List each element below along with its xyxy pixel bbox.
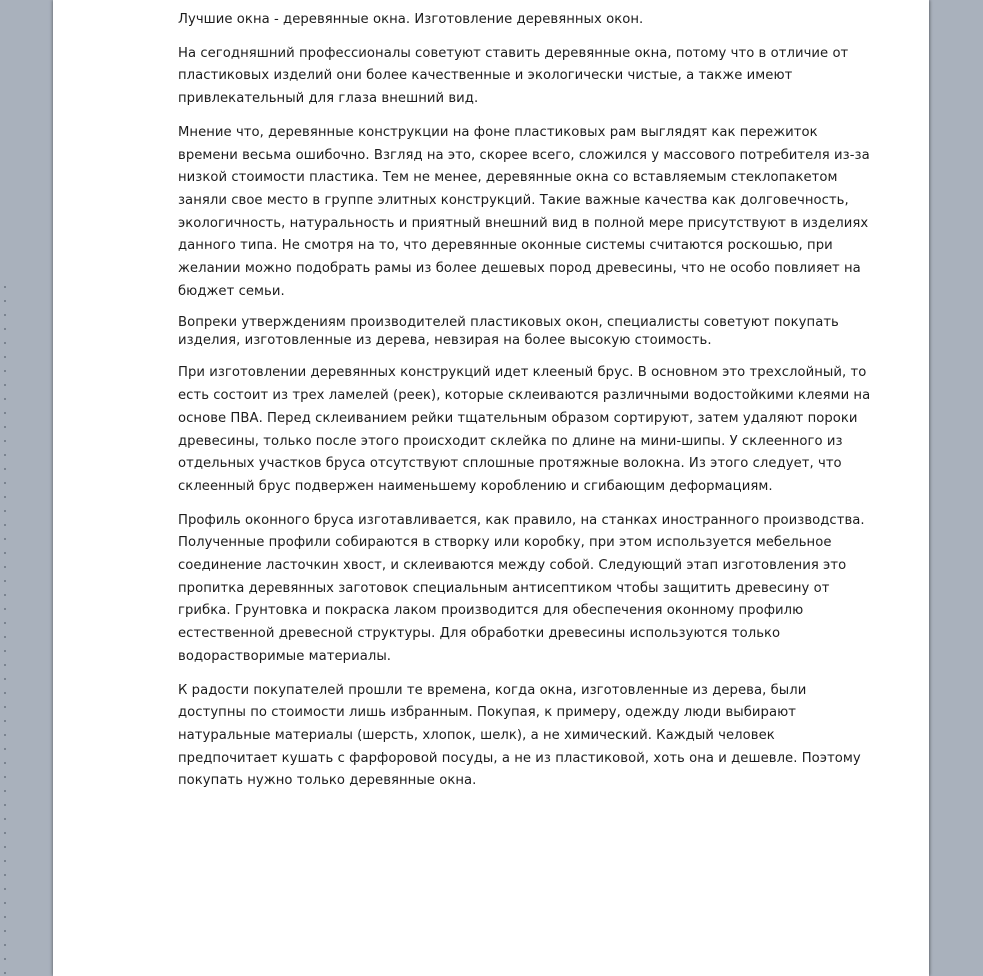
- document-body[interactable]: [178, 9, 873, 804]
- paragraph-5: Профиль оконного бруса изготавливается, как правило, на станках иностранного производства. Полученные профили собираются в створку или коробку, при этом используется мебельное соединение ласточкин хвост, и склеиваются между собой. Следующий этап изготовления это пропитка деревянных заготовок специальным антисептиком чтобы защитить древесину от грибка. Грунтовка и покраска лаком производится для обеспечения оконному профилю естественной древесной структуры. Для обработки древесины используются только водорастворимые материалы.: [178, 512, 865, 664]
- vertical-ruler: [4, 280, 6, 976]
- paragraph-4: При изготовлении деревянных конструкций идет клееный брус. В основном это трехслойный, то есть состоит из трех ламелей (реек), которые склеиваются различными водостойкими клеями на основе ПВА. Перед склеиванием рейки тщательным образом сортируют, затем удаляют пороки древесины, только после этого происходит склейка по длине на мини-шипы. У склеенного из отдельных участков бруса отсутствуют сплошные протяжные волокна. Из этого следует, что склеенный брус подвержен наименьшему короблению и сгибающим деформациям.: [178, 365, 871, 494]
- paragraph-3: Вопреки утверждениям производителей пластиковых окон, специалисты советуют покупать изделия, изготовленные из дерева, невзирая на более высокую стоимость.: [178, 315, 839, 348]
- paragraph-2: Мнение что, деревянные конструкции на фоне пластиковых рам выглядят как пережиток времени весьма ошибочно. Взгляд на это, скорее всего, сложился у массового потребителя из-за низкой стоимости пластика. Тем не менее, деревянные окна со вставляемым стеклопакетом заняли свое место в группе элитных конструкций. Такие важные качества как долговечность, экологичность, натуральность и приятный внешний вид в полной мере присутствуют в изделиях данного типа. Не смотря на то, что деревянные оконные системы считаются роскошью, при желании можно подобрать рамы из более дешевых пород древесины, что не особо повлияет на бюджет семьи.: [178, 124, 870, 299]
- paragraph-1: На сегодняшний профессионалы советуют ставить деревянные окна, потому что в отличие от пластиковых изделий они более качественные и экологически чистые, а также имеют привлекательный для глаза внешний вид.: [178, 45, 849, 107]
- document-title: Лучшие окна - деревянные окна. Изготовление деревянных окон.: [178, 12, 644, 27]
- paragraph-6: К радости покупателей прошли те времена, когда окна, изготовленные из дерева, были доступны по стоимости лишь избранным. Покупая, к примеру, одежду люди выбирают натуральные материалы (шерсть, хлопок, шелк), а не химический. Каждый человек предпочитает кушать с фарфоровой посуды, а не из пластиковой, хоть она и дешевле. Поэтому покупать нужно только деревянные окна.: [178, 682, 861, 789]
- document-page[interactable]: [53, 0, 929, 976]
